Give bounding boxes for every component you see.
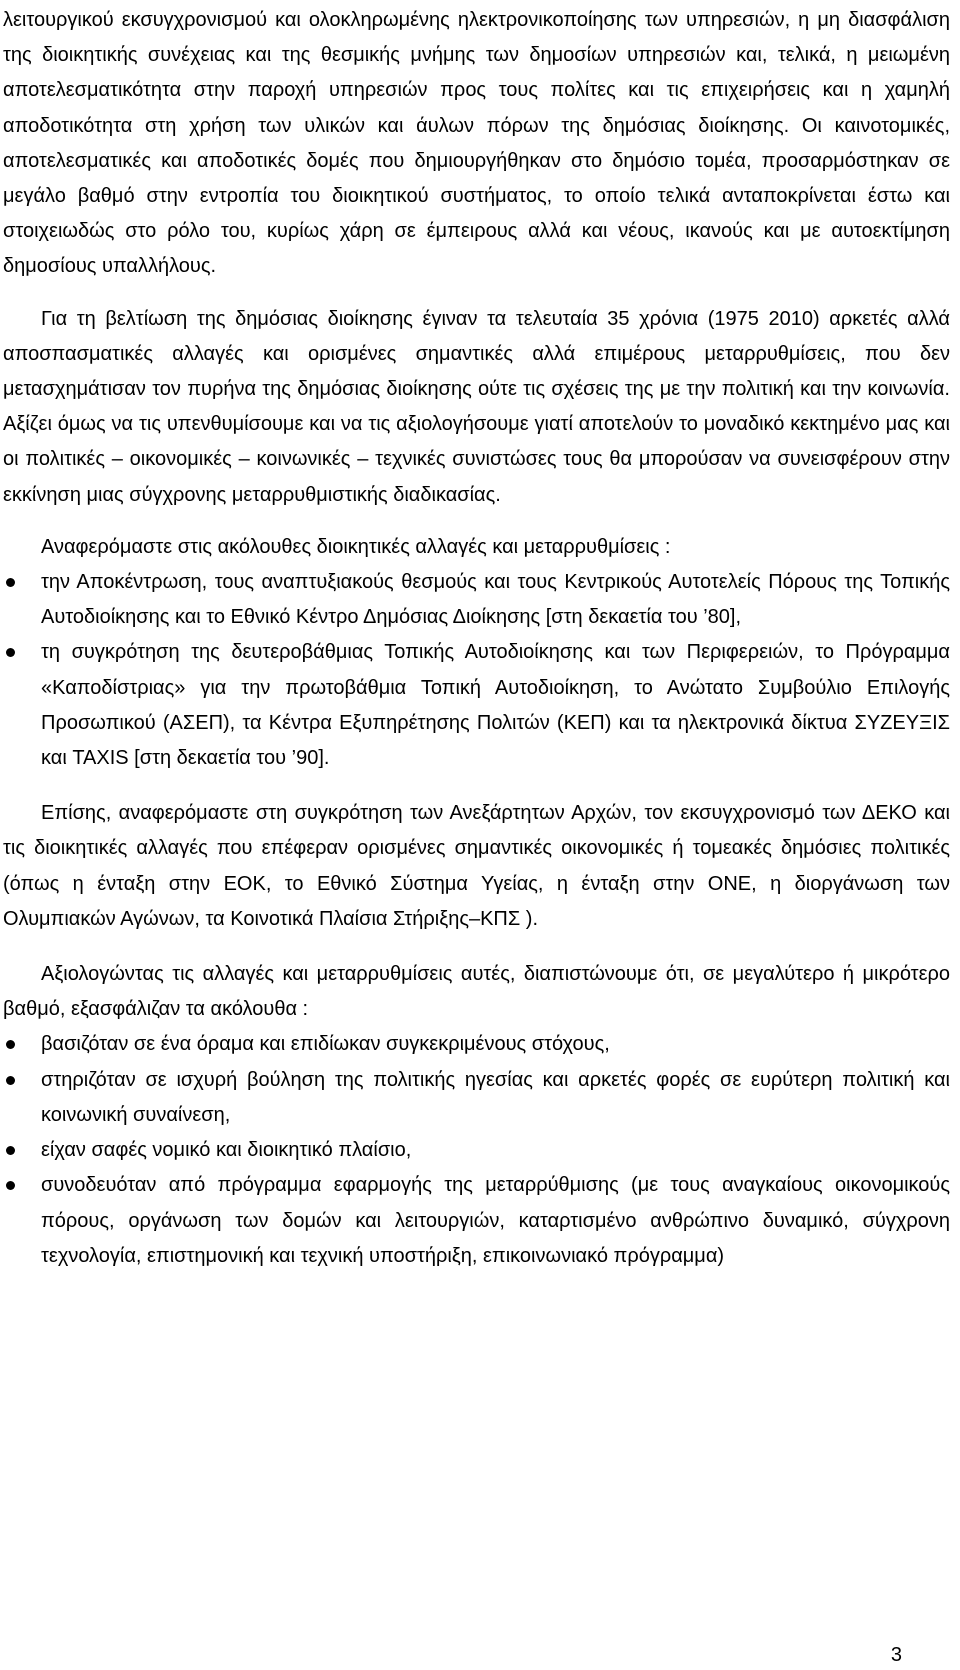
list-item <box>3 1168 950 1274</box>
list-item-text: βασιζόταν σε ένα όραμα και επιδίωκαν συγκεκριμένους στόχους, <box>41 1033 610 1056</box>
paragraph-continuation: λειτουργικού εκσυγχρονισμού και ολοκληρωμένης ηλεκτρονικοποίησης των υπηρεσιών, η μη διασφάλιση της διοικητικής συνέχειας και της θεσμικής μνήμης των δημοσίων υπηρεσιών και, τελικά, η μειωμένη αποτελεσματικότητα στην παροχή υπηρεσιών προς τους πολίτες και τις επιχειρήσεις και η χαμηλή αποδοτικότητα στη χρήση των υλικών και άυλων πόρων της δημόσιας διοίκησης. Οι καινοτομικές, αποτελεσματικές και αποδοτικές δομές που δημιουργήθηκαν στο δημόσιο τομέα, προσαρμόστηκαν σε μεγάλο βαθμό στην εντροπία του διοικητικού συστήματος, το οποίο τελικά ανταποκρίνεται έστω και στοιχειωδώς στο ρόλο του, κυρίως χάρη σε έμπειρους αλλά και νέους, ικανούς και με αυτοεκτίμηση δημοσίους υπαλλήλους. <box>3 9 950 278</box>
list-item-text: συνοδευόταν από πρόγραμμα εφαρμογής της μεταρρύθμισης (με τους αναγκαίους οικονομικούς πόρους, οργάνωση των δομών και λειτουργιών, καταρτισμένο ανθρώπινο δυναμικό, σύγχρονη τεχνολογία, επιστημονική και τεχνική υποστήριξη, επικοινωνιακό πρόγραμμα) <box>41 1174 950 1267</box>
list-item <box>3 635 950 776</box>
bullet-icon <box>6 578 15 587</box>
bullet-icon <box>6 1181 15 1190</box>
paragraph-independent-authorities: Επίσης, αναφερόμαστε στη συγκρότηση των Ανεξάρτητων Αρχών, τον εκσυγχρονισμό των ΔΕΚΟ και τις διοικητικές αλλαγές που επέφεραν ορισμένες σημαντικές οικονομικές ή τομεακές δημόσιες πολιτικές (όπως η ένταξη στην ΕΟΚ, το Εθνικό Σύστημα Υγείας, η ένταξη στην ΟΝΕ, η διοργάνωση των Ολυμπιακών Αγώνων, τα Κοινοτικά Πλαίσια Στήριξης–ΚΠΣ ). <box>3 802 950 930</box>
reforms-list <box>3 565 950 776</box>
list-item-text: στηριζόταν σε ισχυρή βούληση της πολιτικής ηγεσίας και αρκετές φορές σε ευρύτερη πολιτική και κοινωνική συναίνεση, <box>41 1068 950 1126</box>
list-item <box>3 1027 950 1062</box>
assessment-list <box>3 1027 950 1273</box>
list-item-text: τη συγκρότηση της δευτεροβάθμιας Τοπικής Αυτοδιοίκησης και των Περιφερειών, το Πρόγραμμα «Καποδίστριας» για την πρωτοβάθμια Τοπική Αυτοδιοίκηση, το Ανώτατο Συμβούλιο Επιλογής Προσωπικού (ΑΣΕΠ), τα Κέντρα Εξυπηρέτησης Πολιτών (ΚΕΠ) και τα ηλεκτρονικά δίκτυα ΣΥΖΕΥΞΙΣ και TAXIS [στη δεκαετία του ’90]. <box>41 641 950 770</box>
paragraph-reform-history: Για τη βελτίωση της δημόσιας διοίκησης έγιναν τα τελευταία 35 χρόνια (1975 2010) αρκετές αλλά αποσπασματικές αλλαγές και ορισμένες σημαντικές αλλά επιμέρους μεταρρυθμίσεις, που δεν μετασχημάτισαν τον πυρήνα της δημόσιας διοίκησης ούτε τις σχέσεις της με την πολιτική και την κοινωνία. Αξίζει όμως να τις υπενθυμίσουμε και να τις αξιολογήσουμε γιατί αποτελούν το μοναδικό κεκτημένο μας και οι πολιτικές – οικονομικές – κοινωνικές – τεχνικές συνιστώσες τους θα μπορούσαν να συνεισφέρουν στην εκκίνηση μιας σύγχρονης μεταρρυθμιστικής διαδικασίας. <box>3 307 950 506</box>
bullet-icon <box>6 648 15 657</box>
paragraph-reforms-intro: Αναφερόμαστε στις ακόλουθες διοικητικές αλλαγές και μεταρρυθμίσεις : <box>41 535 671 558</box>
page-number: 3 <box>890 1644 902 1666</box>
paragraph-assessment-intro: Αξιολογώντας τις αλλαγές και μεταρρυθμίσεις αυτές, διαπιστώνουμε ότι, σε μεγαλύτερο ή μικρότερο βαθμό, εξασφάλιζαν τα ακόλουθα : <box>3 963 950 1021</box>
bullet-icon <box>6 1040 15 1049</box>
list-item-text: την Αποκέντρωση, τους αναπτυξιακούς θεσμούς και τους Κεντρικούς Αυτοτελείς Πόρους της Τοπικής Αυτοδιοίκησης και το Εθνικό Κέντρο Δημόσιας Διοίκησης [στη δεκαετία του ’80], <box>41 571 950 629</box>
list-item <box>3 565 950 635</box>
list-item <box>3 1063 950 1133</box>
list-item <box>3 1133 950 1168</box>
list-item-text: είχαν σαφές νομικό και διοικητικό πλαίσιο, <box>41 1139 412 1162</box>
bullet-icon <box>6 1076 15 1085</box>
bullet-icon <box>6 1146 15 1155</box>
